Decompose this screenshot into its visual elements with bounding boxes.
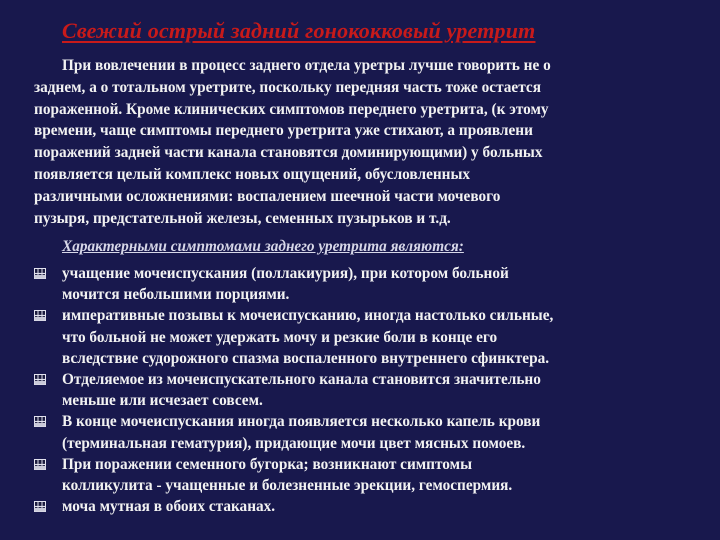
symptom-line: Отделяемое из мочеиспускательного канала становится значительно bbox=[62, 371, 541, 389]
symptom-line: императивные позывы к мочеиспусканию, иногда настолько сильные, bbox=[62, 307, 554, 325]
intro-line: появляется целый комплекс новых ощущений, обусловленных bbox=[34, 165, 471, 183]
symptom-line: При поражении семенного бугорка; возникнают симптомы bbox=[62, 455, 473, 473]
intro-line: пузыря, предстательной железы, семенных пузырьков и т.д. bbox=[34, 209, 451, 227]
symptom-item bbox=[34, 305, 714, 369]
intro-paragraph bbox=[34, 55, 714, 229]
symptom-item bbox=[34, 369, 714, 411]
symptom-line: (терминальная гематурия), придающие мочи цвет мясных помоев. bbox=[62, 434, 526, 452]
slide-title: Свежий острый задний гонококковый уретрит bbox=[62, 18, 536, 43]
intro-line: При вовлечении в процесс заднего отдела уретры лучше говорить не о bbox=[62, 57, 551, 74]
symptom-line: мочится небольшими порциями. bbox=[62, 286, 290, 304]
symptom-line: В конце мочеиспускания иногда появляется несколько капель крови bbox=[62, 413, 541, 431]
hatched-square-bullet-icon bbox=[34, 501, 46, 512]
symptom-item bbox=[34, 263, 714, 305]
hatched-square-bullet-icon bbox=[34, 416, 46, 427]
intro-line: пораженной. Кроме клинических симптомов переднего уретрита, (к этому bbox=[34, 100, 549, 118]
symptom-line: моча мутная в обоих стаканах. bbox=[62, 498, 276, 516]
hatched-square-bullet-icon bbox=[34, 310, 46, 321]
intro-line: заднем, а о тотальном уретрите, поскольку передняя часть тоже остается bbox=[34, 78, 541, 96]
hatched-square-bullet-icon bbox=[34, 459, 46, 470]
intro-line: различными осложнениями: воспалением шеечной части мочевого bbox=[34, 187, 501, 205]
intro-line: времени, чаще симптомы переднего уретрита уже стихают, а проявлени bbox=[34, 122, 533, 140]
symptom-line: меньше или исчезает совсем. bbox=[62, 392, 263, 410]
symptoms-subheading: Характерными симптомами заднего уретрита являются: bbox=[62, 238, 464, 255]
symptom-item bbox=[34, 454, 714, 496]
intro-line: поражений задней части канала становятся доминирующими) у больных bbox=[34, 144, 543, 162]
symptom-list bbox=[34, 263, 714, 517]
symptom-item bbox=[34, 411, 714, 453]
symptom-line: колликулита - учащенные и болезненные эрекции, гемоспермия. bbox=[62, 477, 513, 495]
symptom-line: вследствие судорожного спазма воспаленного внутреннего сфинктера. bbox=[62, 349, 550, 367]
symptom-item bbox=[34, 496, 714, 517]
hatched-square-bullet-icon bbox=[34, 374, 46, 385]
symptom-line: что больной не может удержать мочу и резкие боли в конце его bbox=[62, 328, 498, 346]
symptom-line: учащение мочеиспускания (поллакиурия), при котором больной bbox=[62, 265, 509, 282]
hatched-square-bullet-icon bbox=[34, 268, 46, 279]
